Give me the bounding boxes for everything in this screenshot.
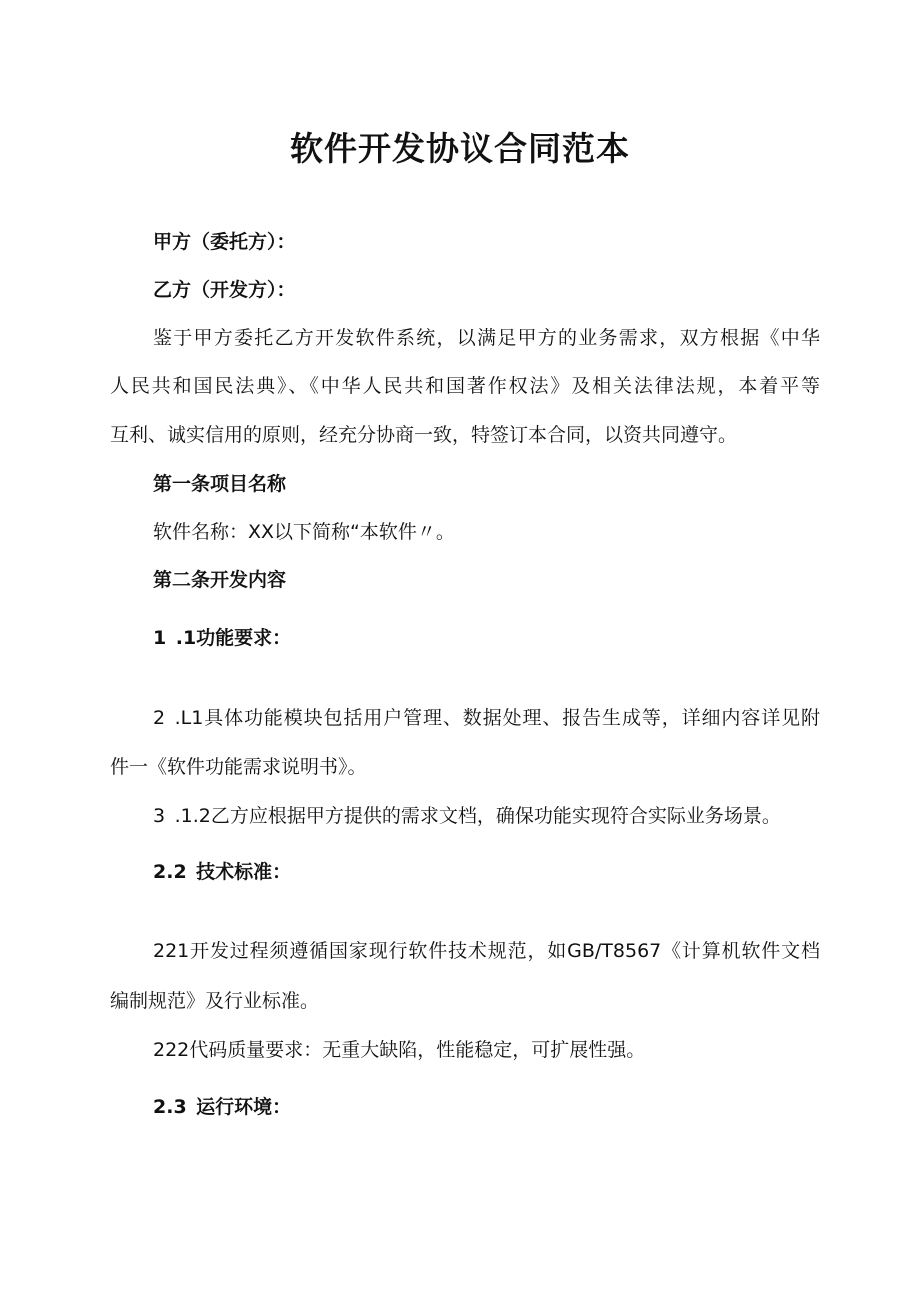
section-2-2-item-2: 222代码质量要求：无重大缺陷，性能稳定，可扩展性强。	[153, 1039, 646, 1061]
party-b-label: 乙方（开发方）：	[153, 279, 296, 301]
section-2-2-item-1-line-2: 编制规范》及行业标准。	[110, 990, 320, 1012]
article-2-heading: 第二条开发内容	[153, 569, 287, 591]
document-title: 软件开发协议合同范本	[290, 129, 630, 168]
section-2-1-item-1-line-1: 2 .L1具体功能模块包括用户管理、数据处理、报告生成等，详细内容详见附	[153, 707, 820, 729]
software-name-line: 软件名称：XX以下简称“本软件〃。	[153, 521, 455, 543]
preamble-line-1: 鉴于甲方委托乙方开发软件系统，以满足甲方的业务需求，双方根据《中华	[153, 327, 820, 349]
section-2-3-heading: 2.3 运行环境：	[153, 1096, 292, 1118]
article-1-heading: 第一条项目名称	[153, 473, 287, 495]
preamble-line-2: 人民共和国民法典》、《中华人民共和国著作权法》及相关法律法规，本着平等	[110, 375, 820, 397]
party-a-label: 甲方（委托方）：	[153, 231, 296, 253]
section-2-2-item-1-line-1: 221开发过程须遵循国家现行软件技术规范，如GB/T8567《计算机软件文档	[153, 940, 820, 962]
section-2-1-item-1-line-2: 件一《软件功能需求说明书》。	[110, 756, 367, 778]
section-2-1-item-2: 3 .1.2乙方应根据甲方提供的需求文档，确保功能实现符合实际业务场景。	[153, 805, 781, 827]
section-2-2-heading: 2.2 技术标准：	[153, 861, 292, 883]
preamble-line-3: 互利、诚实信用的原则，经充分协商一致，特签订本合同，以资共同遵守。	[110, 424, 738, 446]
section-2-1-heading: 1 .1功能要求：	[153, 627, 292, 649]
